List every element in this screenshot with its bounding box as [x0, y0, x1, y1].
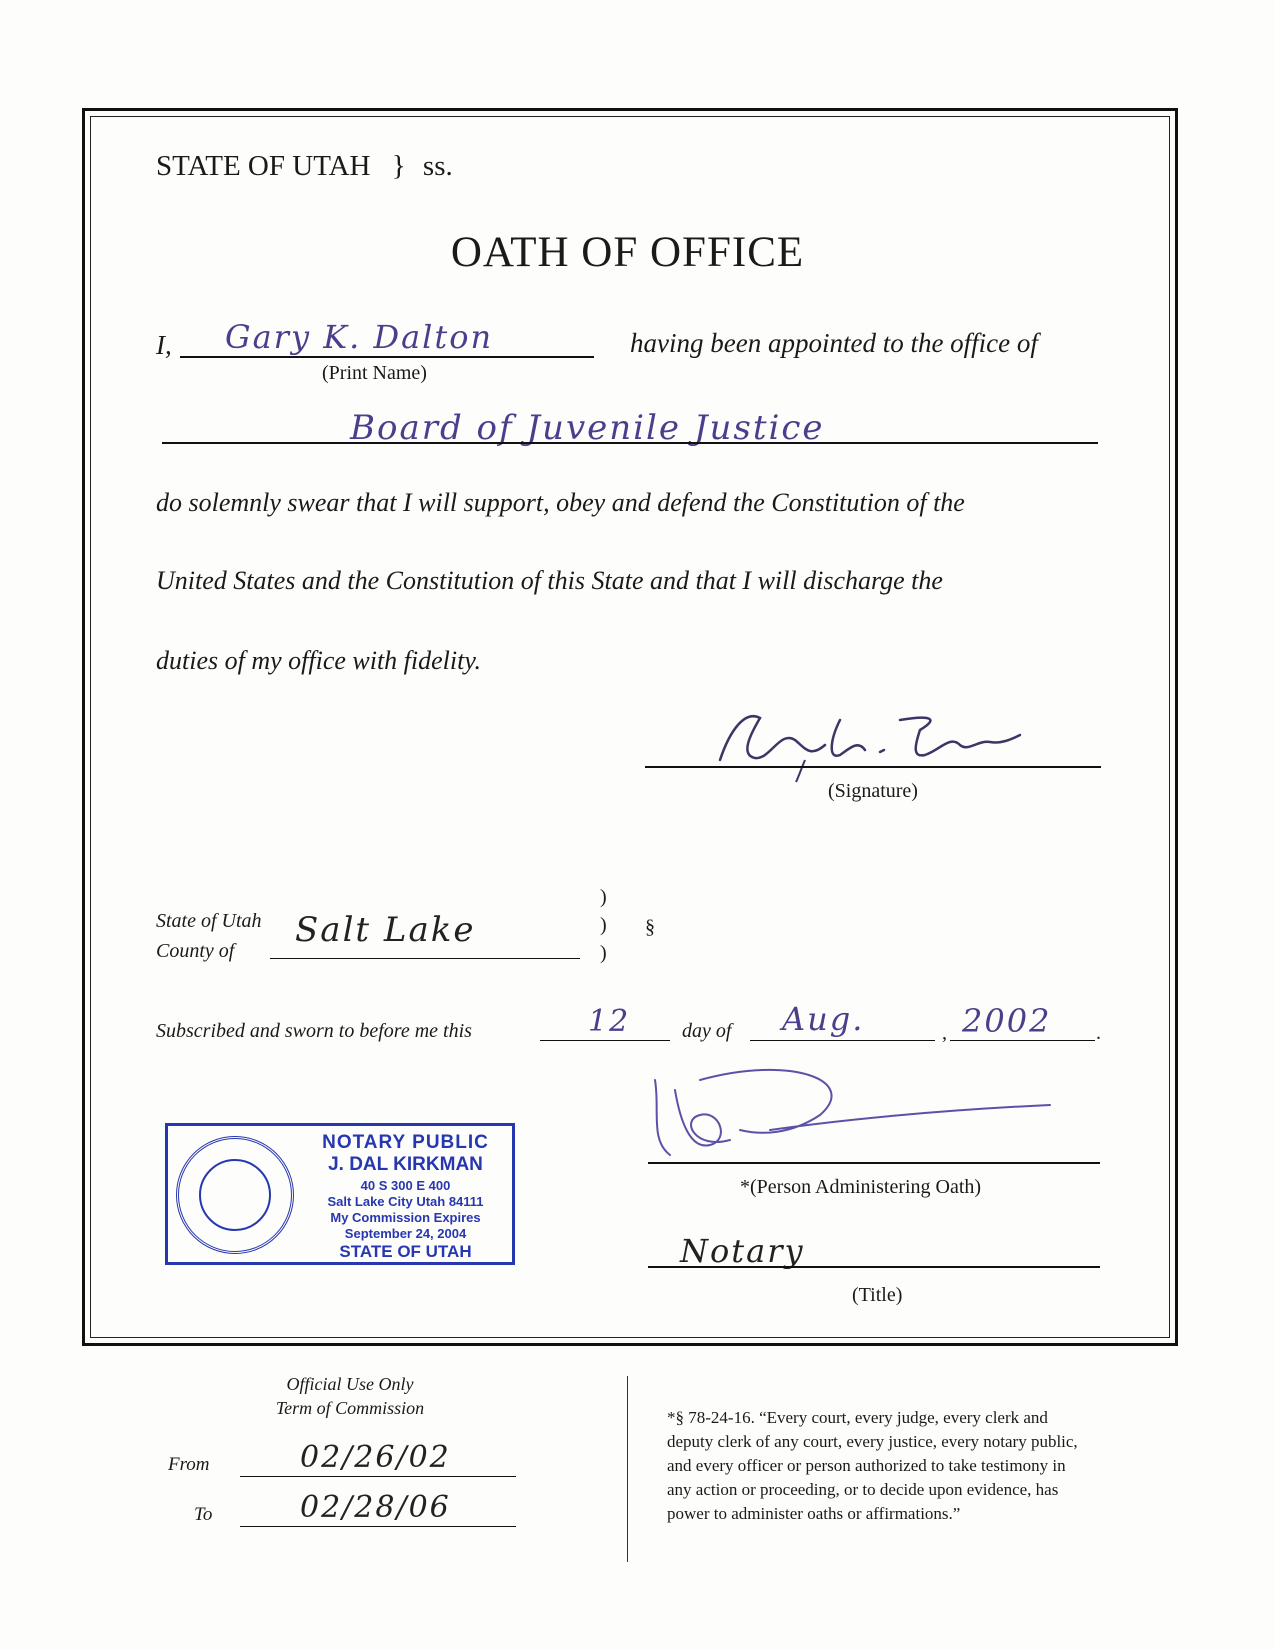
to-value: 02/28/06 — [300, 1490, 451, 1525]
month-handwritten: Aug. — [782, 1000, 865, 1038]
footnote-line-1: *§ 78-24-16. “Every court, every judge, every clerk and — [667, 1408, 1048, 1427]
footnote-line-4: any action or proceeding, or to decide upon evidence, has — [667, 1480, 1059, 1499]
from-value: 02/26/02 — [300, 1440, 451, 1475]
stamp-line-2: J. DAL KIRKMAN — [328, 1154, 483, 1175]
footer-divider — [627, 1376, 628, 1562]
title-handwritten: Notary — [680, 1232, 805, 1270]
oath-body-line-2: United States and the Constitution of this State and that I will discharge the — [156, 566, 943, 595]
day-line — [540, 1040, 670, 1041]
document-title: OATH OF OFFICE — [450, 229, 805, 276]
printed-name-handwritten: Gary K. Dalton — [225, 318, 494, 356]
from-label: From — [168, 1454, 210, 1475]
paren-1: ) — [600, 886, 607, 908]
administering-label: *(Person Administering Oath) — [740, 1176, 982, 1198]
stamp-line-6: September 24, 2004 — [344, 1226, 467, 1241]
to-line — [240, 1526, 516, 1527]
state-label: STATE OF UTAH — [156, 150, 371, 182]
day-handwritten: 12 — [588, 1004, 631, 1039]
period: . — [1096, 1022, 1101, 1044]
comma: , — [942, 1022, 947, 1044]
section-symbol: § — [645, 916, 655, 938]
signature-line — [645, 766, 1101, 768]
from-line — [240, 1476, 516, 1477]
month-line — [750, 1040, 935, 1041]
office-handwritten: Board of Juvenile Justice — [350, 408, 825, 448]
footnote-line-5: power to administer oaths or affirmations.” — [667, 1504, 961, 1523]
stamp-line-5: My Commission Expires — [330, 1210, 481, 1225]
stamp-line-4: Salt Lake City Utah 84111 — [327, 1194, 484, 1209]
administering-signature — [640, 1060, 1060, 1170]
stamp-line-3: 40 S 300 E 400 — [360, 1178, 451, 1193]
title-label: (Title) — [852, 1284, 903, 1306]
state-heading — [156, 150, 453, 183]
administering-line — [648, 1162, 1100, 1164]
venue-county-label: County of — [156, 940, 235, 962]
official-use-heading: Official Use Only — [286, 1374, 414, 1394]
print-name-label: (Print Name) — [322, 362, 427, 384]
i-label: I, — [156, 330, 172, 360]
county-line — [270, 958, 580, 959]
paren-3: ) — [600, 942, 607, 964]
footnote-line-3: and every officer or person authorized to take testimony in — [667, 1456, 1066, 1475]
oath-signature — [700, 700, 1070, 780]
signature-label: (Signature) — [828, 780, 918, 802]
footnote-line-2: deputy clerk of any court, every justice, every notary public, — [667, 1432, 1078, 1451]
day-of-label: day of — [682, 1020, 732, 1042]
oath-body-line-3: duties of my office with fidelity. — [156, 646, 481, 675]
appointed-text: having been appointed to the office of — [630, 328, 1038, 358]
year-line — [950, 1040, 1095, 1041]
subscribed-prefix: Subscribed and sworn to before me this — [156, 1020, 472, 1042]
notary-stamp — [165, 1123, 515, 1265]
office-line — [162, 442, 1098, 444]
venue-state-label: State of Utah — [156, 910, 262, 932]
brace: } — [391, 150, 406, 182]
ss-label: ss. — [422, 150, 453, 182]
term-heading: Term of Commission — [275, 1398, 425, 1418]
seal-center — [199, 1159, 271, 1231]
title-line — [648, 1266, 1100, 1268]
to-label: To — [194, 1504, 213, 1525]
state-seal — [176, 1136, 294, 1254]
county-handwritten: Salt Lake — [295, 910, 476, 950]
paren-2: ) — [600, 914, 607, 936]
year-handwritten: 2002 — [962, 1002, 1052, 1040]
oath-body-line-1: do solemnly swear that I will support, obey and defend the Constitution of the — [156, 488, 965, 517]
stamp-line-7: STATE OF UTAH — [339, 1242, 472, 1261]
name-line — [180, 356, 594, 358]
stamp-line-1: NOTARY PUBLIC — [322, 1132, 489, 1153]
